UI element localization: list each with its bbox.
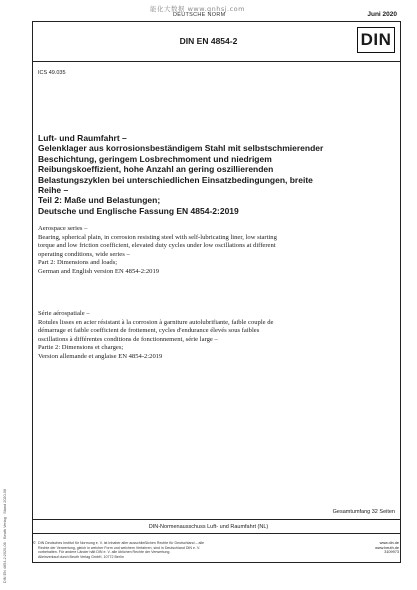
din-logo: DIN — [357, 27, 395, 53]
document-code: 3109973 — [384, 550, 399, 555]
page-count: Gesamtumfang 32 Seiten — [332, 509, 395, 515]
french-title-line: démarrage et faible coefficient de frottement, cycles d'endurance élevés sous faibles — [38, 327, 260, 335]
right-frame — [400, 21, 401, 562]
ics-code: ICS 49.035 — [38, 70, 66, 76]
copyright-line: vorbehalten. Für andere Länder hält DIN e. V. alle üblichen Rechte der Verwertung. — [38, 550, 171, 555]
english-title-line: German and English version EN 4854-2:2019 — [38, 267, 160, 275]
standard-title: DIN EN 4854-2 — [179, 36, 238, 46]
committee-name: DIN-Normenausschuss Luft- und Raumfahrt (NL) — [148, 524, 269, 530]
din-link[interactable]: www.din.de — [379, 541, 399, 545]
copyright-notice — [38, 541, 358, 559]
copyright-mark: © — [33, 541, 36, 545]
german-title-line: Reibungskoeffizient, hohe Anzahl an gering oszillierenden — [38, 164, 274, 175]
title-rule — [32, 61, 401, 62]
german-title-line: Luft- und Raumfahrt – — [38, 133, 127, 143]
top-rule — [32, 21, 401, 22]
french-title-line: Série aérospatiale – — [38, 310, 90, 317]
german-title — [38, 133, 395, 216]
english-title-line: torque and low friction coefficient, elevated duty cycles under low oscillations at different — [38, 242, 276, 250]
english-title-line: Part 2: Dimensions and loads; — [38, 259, 118, 267]
footer-rule — [32, 562, 401, 563]
french-title-line: Partie 2: Dimensions et charges; — [38, 344, 124, 352]
german-title-line: Beschichtung, geringem Losbrechmoment und niedrigem — [38, 153, 272, 164]
german-title-line: Reihe – — [38, 185, 69, 196]
german-title-line: Deutsche und Englische Fassung EN 4854-2:2019 — [38, 205, 239, 216]
german-title-line: Gelenklager aus korrosionsbeständigem Stahl mit selbstschmierender — [38, 143, 324, 154]
copyright-line: Alleinverkauf durch Beuth Verlag GmbH, 10772 Berlin — [38, 554, 124, 559]
german-title-line: Belastungszyklen bei unterschiedlichen Einsatzbedingungen, breite — [38, 174, 313, 185]
french-title-line: oscillations à différentes conditions de fonctionnement, série large – — [38, 335, 218, 343]
english-title-line: Bearing, spherical plain, in corrosion resisting steel with self-lubricating liner, low starting — [38, 233, 277, 241]
header-label: DEUTSCHE NORM — [173, 12, 226, 18]
english-title — [38, 225, 395, 277]
english-title-line: Aerospace series – — [38, 225, 88, 232]
copyright-line: Rechte der Verwertung, gleich in welcher Form und welchem Verfahren, sind in Deutschland DIN e. V. — [38, 545, 201, 550]
beuth-link[interactable]: www.beuth.de — [375, 545, 399, 550]
publisher-links — [375, 541, 399, 555]
french-title-line: Rotules lisses en acier résistant à la corrosion à garniture autolubrifiante, faible couple de — [38, 318, 274, 326]
french-title — [38, 310, 395, 362]
english-title-line: operating conditions, wide series – — [38, 250, 130, 258]
copyright-line: DIN Deutsches Institut für Normung e. V. ist Inhaber aller ausschließlichen Rechte für Deutschland – alle — [38, 541, 205, 545]
left-frame — [32, 21, 33, 562]
committee-rule — [32, 533, 401, 534]
publication-date: Juni 2020 — [367, 11, 397, 18]
german-title-line: Teil 2: Maße und Belastungen; — [38, 195, 161, 206]
french-title-line: Version allemande et anglaise EN 4854-2:2019 — [38, 352, 163, 360]
side-note: DIN EN 4854-2:2020-06 · Beuth Verlag · Stand 2020-06 — [3, 488, 7, 583]
watermark-text: 能化大数据 www.gnhsj.com — [150, 5, 245, 13]
bottom-rule — [32, 519, 401, 520]
